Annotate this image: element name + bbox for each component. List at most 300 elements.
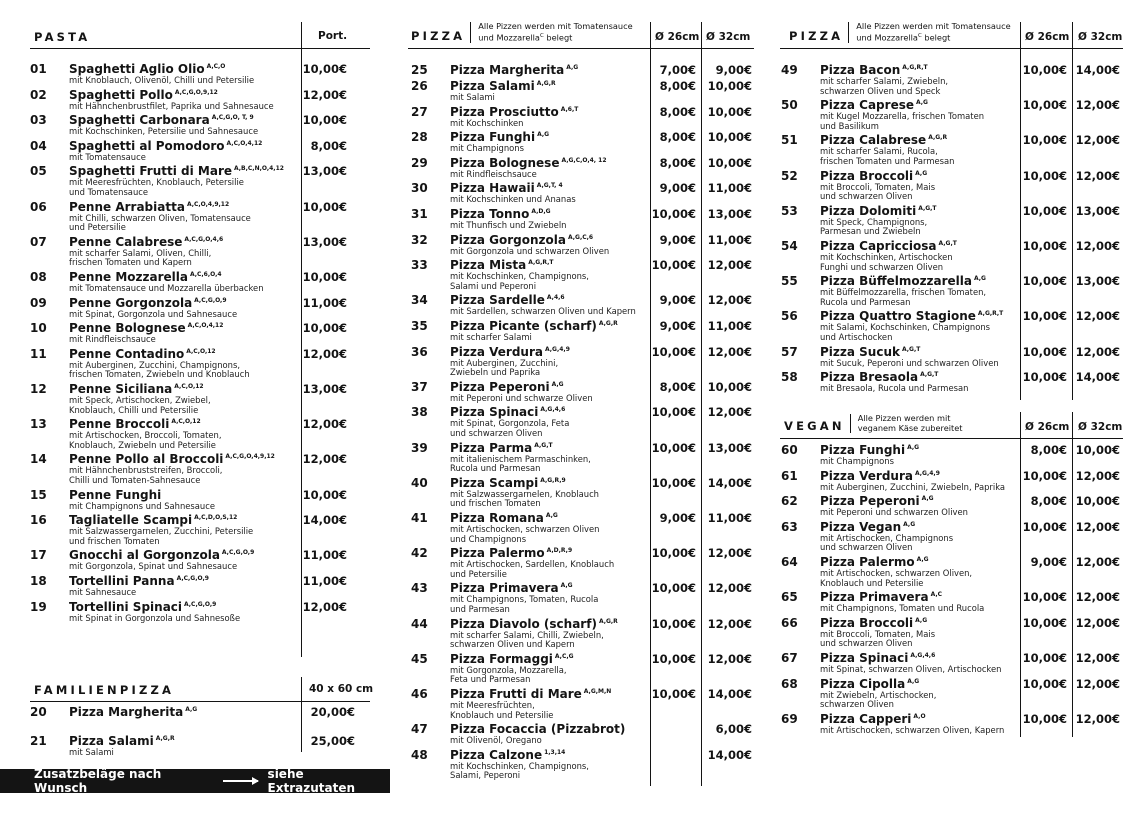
- pasta-header-rule: [30, 48, 370, 49]
- item-number: 57: [781, 344, 798, 359]
- item-name-text: Penne Arrabiatta: [69, 199, 185, 214]
- item-price-26: 9,00€: [659, 232, 696, 247]
- item-price-32: 12,00€: [1075, 168, 1120, 183]
- item-price-32: 12,00€: [707, 581, 752, 596]
- item-description: mit Spinat, Gorgonzola und Sahnesauce: [69, 308, 238, 319]
- pizza2-note-sup: C: [917, 32, 922, 39]
- pizza-column-2: [770, 0, 1145, 816]
- item-number: 43: [411, 581, 428, 596]
- item-name-text: Penne Mozzarella: [69, 270, 188, 284]
- extras-banner-left: Zusatzbeläge nach Wunsch: [34, 767, 162, 795]
- item-price-26: 9,00€: [659, 181, 696, 196]
- item-price-32: 10,00€: [707, 155, 752, 170]
- item-description: mit Olivenöl, Oregano: [450, 735, 542, 746]
- item-number: 46: [411, 687, 428, 701]
- pizza1-note-end: belegt: [543, 32, 573, 43]
- item-allergens: A,C,G,O,9: [194, 296, 227, 304]
- familienpizza-column-divider: [301, 677, 302, 752]
- item-name: [69, 600, 216, 614]
- item-description: mit scharfer Salami: [450, 332, 532, 342]
- item-allergens: A,C,O,12: [171, 418, 201, 426]
- item-price: 10,00€: [302, 113, 347, 128]
- pizza2-note: [848, 22, 1010, 43]
- vegan-size1-header: Ø 26cm: [1025, 421, 1070, 433]
- item-name: [69, 235, 223, 249]
- item-name-text: Penne Siciliana: [69, 382, 173, 396]
- item-name-text: Pizza Gorgonzola: [450, 232, 566, 247]
- item-price-32: 14,00€: [707, 687, 752, 701]
- pasta-price-header: Port.: [318, 30, 348, 42]
- item-allergens: A,C,O,12: [186, 347, 216, 355]
- item-price-26: 10,00€: [1022, 239, 1067, 253]
- item-description: mit Artischocken, Broccoli, Tomaten, Knoblauch, Zwiebeln und Petersilie: [69, 430, 222, 450]
- item-price: 12,00€: [302, 417, 347, 432]
- item-allergens: 1,3,14: [544, 748, 566, 756]
- item-description: mit Salzwassergarnelen, Zucchini, Petersilie und frischen Tomaten: [69, 526, 254, 546]
- item-price: 11,00€: [302, 295, 347, 310]
- familienpizza-header: [34, 683, 174, 697]
- item-price-32: 12,00€: [1075, 519, 1120, 534]
- item-allergens: A,C,G,O,9,12: [174, 88, 218, 96]
- item-name: [450, 63, 578, 77]
- item-price-32: 12,00€: [1075, 676, 1120, 691]
- item-allergens: A,G,T: [918, 204, 937, 212]
- familienpizza-title: FAMILIENPIZZA: [34, 683, 175, 697]
- item-description: mit Kochschinken: [450, 117, 524, 128]
- item-name-text: Pizza Verdura: [450, 344, 543, 359]
- item-name-text: Pizza Cipolla: [820, 676, 906, 691]
- item-number: 08: [30, 270, 47, 284]
- item-description: mit Kochschinken, Champignons, Salami, Peperoni: [450, 760, 589, 781]
- item-name-text: Spaghetti Pollo: [69, 87, 173, 102]
- item-name-text: Pizza Funghi: [820, 443, 906, 457]
- item-name: [69, 347, 216, 361]
- item-description: mit Auberginen, Zucchini, Zwiebeln, Paprika: [820, 481, 1006, 492]
- arrow-right-icon: [223, 780, 258, 782]
- item-allergens: A,D,R,9: [546, 547, 573, 555]
- item-price-32: 13,00€: [1075, 274, 1120, 289]
- item-number: 60: [781, 443, 798, 457]
- item-price: 11,00€: [302, 548, 347, 563]
- item-price-26: 10,00€: [1022, 344, 1067, 359]
- item-price-26: 10,00€: [1022, 519, 1067, 534]
- item-name-text: Pizza Parma: [450, 440, 533, 455]
- item-name: [450, 258, 554, 272]
- item-price: 8,00€: [310, 138, 347, 153]
- item-number: 45: [411, 651, 428, 666]
- item-allergens: A,G,T: [938, 240, 957, 247]
- item-price-26: 10,00€: [651, 546, 696, 561]
- item-price-32: 12,00€: [1075, 239, 1120, 253]
- item-name: [450, 181, 563, 195]
- item-allergens: A,G,T: [920, 371, 939, 379]
- item-name-text: Pizza Frutti di Mare: [450, 687, 582, 701]
- item-description: mit Salami: [69, 747, 114, 757]
- item-name: [450, 405, 565, 419]
- item-number: 40: [411, 475, 428, 490]
- item-description: mit Spinat, Gorgonzola, Feta und schwarzen Oliven: [450, 418, 570, 438]
- pizza1-note-text: Alle Pizzen werden mit Tomatensauce und Mozzarella: [478, 21, 633, 43]
- item-number: 50: [781, 98, 798, 113]
- item-allergens: A,G,R,9: [540, 476, 566, 484]
- item-number: 14: [30, 452, 47, 467]
- item-name: [820, 274, 986, 288]
- item-name-text: Tortellini Panna: [69, 574, 175, 588]
- item-name: [450, 722, 625, 736]
- item-price-26: 10,00€: [1022, 711, 1067, 726]
- extras-banner-right: siehe Extrazutaten: [267, 767, 356, 795]
- item-number: 21: [30, 734, 47, 748]
- item-name-text: Pizza Palermo: [820, 555, 915, 569]
- item-number: 62: [781, 494, 798, 509]
- item-allergens: A,G: [921, 495, 934, 503]
- item-price-26: 10,00€: [1022, 274, 1067, 289]
- item-name-text: Pizza Büffelmozzarella: [820, 274, 973, 289]
- item-description: mit scharfer Salami, Oliven, Chilli, frischen Tomaten und Kapern: [69, 247, 212, 268]
- item-number: 29: [411, 155, 428, 170]
- pizza2-header: [789, 22, 1011, 43]
- item-price-26: 8,00€: [1030, 443, 1067, 457]
- item-allergens: A,G: [551, 380, 564, 388]
- item-price: 25,00€: [310, 734, 355, 748]
- item-description: mit Broccoli, Tomaten, Mais und schwarzen Oliven: [820, 181, 936, 202]
- item-allergens: A,C,G,O,4,9,12: [225, 453, 275, 461]
- item-description: mit Spinat in Gorgonzola und Sahnesoße: [69, 612, 241, 623]
- item-name-text: Pizza Bacon: [820, 63, 901, 77]
- item-allergens: A,C,O,4,9,12: [186, 200, 230, 208]
- pizza1-size1-header: Ø 26cm: [655, 31, 700, 43]
- item-description: mit Kochschinken, Champignons, Salami und Peperoni: [450, 271, 589, 291]
- item-number: 04: [30, 138, 47, 153]
- item-number: 53: [781, 203, 798, 218]
- item-description: mit Champignons und Sahnesauce: [69, 500, 215, 511]
- item-number: 27: [411, 104, 428, 119]
- item-name-text: Pizza Focaccia (Pizzabrot): [450, 722, 626, 737]
- item-name: [450, 476, 566, 490]
- item-name-text: Pizza Prosciutto: [450, 104, 559, 119]
- item-description: mit Hähnchenbrustfilet, Paprika und Sahnesauce: [69, 100, 274, 111]
- vegan-note: Alle Pizzen werden mit veganem Käse zubereitet: [850, 414, 963, 433]
- item-allergens: A,B,C,N,O,4,12: [234, 165, 284, 173]
- item-price-26: 8,00€: [659, 155, 696, 170]
- vegan-title: VEGAN: [784, 419, 845, 433]
- item-name: [450, 293, 565, 307]
- item-number: 09: [30, 295, 47, 310]
- item-name: [450, 511, 558, 525]
- item-name-text: Penne Calabrese: [69, 234, 183, 249]
- item-allergens: A,C,O,12: [174, 383, 204, 390]
- item-name-text: Pizza Quattro Stagione: [820, 309, 976, 324]
- item-number: 07: [30, 234, 47, 249]
- item-number: 44: [411, 616, 428, 631]
- item-name-text: Pizza Bresaola: [820, 370, 919, 385]
- item-name: [820, 98, 928, 112]
- item-price-32: 10,00€: [707, 130, 752, 145]
- item-name-text: Spaghetti Carbonara: [69, 113, 210, 128]
- item-allergens: A,6,T: [560, 105, 579, 113]
- item-name: [450, 380, 564, 394]
- item-description: mit Büffelmozzarella, frischen Tomaten, Rucola und Parmesan: [820, 287, 987, 307]
- item-name: [69, 705, 197, 719]
- item-name: [69, 734, 175, 748]
- item-name-text: Pizza Formaggi: [450, 651, 553, 666]
- item-number: 19: [30, 599, 47, 614]
- pizza2-note-end: belegt: [921, 32, 951, 43]
- item-name-text: Spaghetti Frutti di Mare: [69, 164, 232, 179]
- item-name: [69, 113, 254, 127]
- item-name: [450, 156, 607, 170]
- extras-banner: [0, 769, 390, 793]
- item-name-text: Pizza Sucuk: [820, 344, 900, 359]
- item-name-text: Gnocchi al Gorgonzola: [69, 548, 220, 563]
- item-number: 15: [30, 487, 47, 502]
- item-name: [820, 651, 935, 665]
- item-price-32: 12,00€: [707, 405, 752, 420]
- item-name: [69, 513, 237, 527]
- item-description: mit Spinat, schwarzen Oliven, Artischocken: [820, 664, 1002, 674]
- item-allergens: A,G: [915, 616, 928, 624]
- item-name: [69, 200, 229, 214]
- item-description: mit scharfer Salami, Rucola, frischen Tomaten und Parmesan: [820, 146, 955, 166]
- item-description: mit Chilli, schwarzen Oliven, Tomatensauce und Petersilie: [69, 212, 251, 233]
- item-name: [69, 139, 262, 153]
- item-price-32: 12,00€: [707, 616, 752, 631]
- item-description: mit Kochschinken, Petersilie und Sahnesauce: [69, 126, 259, 137]
- item-description: mit Zwiebeln, Artischocken, schwarzen Oliven: [820, 689, 937, 710]
- item-price-32: 13,00€: [707, 440, 752, 455]
- item-price-26: 9,00€: [659, 511, 696, 525]
- pizza-column-1: [400, 0, 755, 816]
- item-name: [820, 469, 940, 483]
- item-name-text: Pizza Funghi: [450, 130, 536, 145]
- item-name: [820, 345, 920, 359]
- item-price-26: 10,00€: [651, 405, 696, 420]
- item-number: 68: [781, 676, 798, 691]
- item-number: 30: [411, 181, 428, 196]
- item-name: [450, 233, 593, 247]
- item-number: 47: [411, 722, 428, 737]
- pasta-title: PASTA: [34, 30, 91, 44]
- item-description: mit Artischocken, schwarzen Oliven, Kapern: [820, 724, 1005, 735]
- item-name-text: Pizza Tonno: [450, 207, 530, 221]
- item-price-26: 8,00€: [659, 379, 696, 394]
- item-name-text: Penne Pollo al Broccoli: [69, 452, 224, 467]
- item-allergens: A,G,M,N: [583, 688, 612, 695]
- item-name: [820, 677, 919, 691]
- item-description: mit scharfer Salami, Zwiebeln, schwarzen Oliven und Speck: [820, 76, 949, 96]
- item-price: 10,00€: [302, 199, 347, 214]
- item-number: 11: [30, 346, 47, 361]
- item-name-text: Pizza Primavera: [450, 581, 559, 596]
- item-price-26: 8,00€: [659, 104, 696, 119]
- item-number: 06: [30, 199, 47, 214]
- item-name: [820, 309, 1003, 323]
- item-allergens: A,O: [913, 712, 926, 720]
- item-name-text: Pizza Capperi: [820, 711, 912, 726]
- item-description: mit Sardellen, schwarzen Oliven und Kapern: [450, 306, 636, 317]
- item-price-26: 10,00€: [1022, 98, 1067, 113]
- pizza2-note-text: Alle Pizzen werden mit Tomatensauce und Mozzarella: [856, 21, 1011, 43]
- item-allergens: A,G,4,9: [545, 345, 570, 353]
- item-name: [450, 345, 570, 359]
- item-allergens: A,G,R: [598, 320, 618, 327]
- item-price-32: 12,00€: [1075, 98, 1120, 113]
- item-price-26: 10,00€: [1022, 615, 1067, 630]
- item-price-26: 10,00€: [1022, 676, 1067, 691]
- item-number: 52: [781, 168, 798, 183]
- item-allergens: A,G,R: [928, 134, 948, 142]
- item-description: mit Gorgonzola, Mozzarella, Feta und Parmesan: [450, 664, 567, 685]
- item-price-32: 12,00€: [707, 651, 752, 666]
- item-allergens: A,C,O,4,12: [187, 322, 224, 330]
- item-price-32: 11,00€: [707, 319, 752, 333]
- item-name-text: Penne Bolognese: [69, 321, 186, 336]
- item-price-26: 7,00€: [659, 63, 696, 77]
- item-name-text: Pizza Margherita: [69, 705, 184, 719]
- item-description: mit Peperoni und schwarzen Oliven: [820, 507, 968, 518]
- item-allergens: A,G,4,9: [915, 469, 940, 477]
- item-number: 41: [411, 511, 428, 525]
- item-number: 36: [411, 344, 428, 359]
- item-price-32: 12,00€: [1075, 590, 1120, 605]
- item-name: [450, 130, 549, 144]
- item-name-text: Spaghetti al Pomodoro: [69, 138, 225, 153]
- item-description: mit Artischocken, schwarzen Oliven und Champignons: [450, 524, 600, 544]
- item-name: [820, 443, 919, 457]
- item-name: [820, 520, 915, 534]
- item-allergens: A,G: [537, 131, 550, 139]
- item-name-text: Penne Contadino: [69, 346, 185, 361]
- item-name: [820, 63, 928, 77]
- item-number: 58: [781, 370, 798, 385]
- item-price-26: 10,00€: [1022, 63, 1067, 77]
- pizza1-title: PIZZA: [411, 28, 466, 43]
- item-price: 12,00€: [302, 452, 347, 467]
- item-name-text: Penne Funghi: [69, 487, 162, 502]
- item-allergens: A,C,6,O,4: [189, 271, 222, 278]
- item-number: 55: [781, 274, 798, 289]
- item-price-32: 11,00€: [707, 511, 752, 525]
- item-name: [820, 590, 942, 604]
- item-description: mit Salami: [450, 92, 495, 102]
- item-allergens: A,G: [560, 582, 573, 590]
- item-allergens: A,G,R,T: [528, 259, 554, 267]
- item-name-text: Pizza Vegan: [820, 519, 902, 534]
- item-description: mit Kochschinken, Artischocken Funghi und schwarzen Oliven: [820, 252, 953, 272]
- item-number: 65: [781, 590, 798, 605]
- item-description: mit scharfer Salami, Chilli, Zwiebeln, schwarzen Oliven und Kapern: [450, 629, 604, 650]
- item-name-text: Pizza Primavera: [820, 590, 929, 605]
- item-price-32: 14,00€: [1075, 370, 1120, 385]
- item-name-text: Pizza Margherita: [450, 63, 565, 77]
- item-allergens: A,C: [930, 591, 942, 599]
- item-price-26: 10,00€: [1022, 651, 1067, 665]
- item-price-32: 10,00€: [707, 379, 752, 394]
- vegan-header: [784, 414, 962, 433]
- item-allergens: A,G,4,6: [540, 406, 566, 414]
- item-name-text: Pizza Broccoli: [820, 168, 914, 183]
- item-number: 39: [411, 440, 428, 455]
- item-price-26: 10,00€: [1022, 468, 1067, 483]
- item-allergens: A,C,G,O,4,6: [184, 235, 224, 243]
- item-name-text: Pizza Sardelle: [450, 293, 545, 308]
- item-allergens: A,G: [915, 99, 928, 107]
- item-number: 69: [781, 711, 798, 726]
- item-number: 34: [411, 293, 428, 308]
- item-description: mit Rindfleischsauce: [450, 168, 537, 179]
- item-allergens: A,G,T, 4: [536, 182, 563, 190]
- item-description: mit Champignons, Tomaten und Rucola: [820, 603, 985, 614]
- item-name-text: Pizza Broccoli: [820, 615, 914, 630]
- item-allergens: A,G,R,T: [977, 310, 1004, 318]
- item-price-26: 10,00€: [651, 616, 696, 631]
- item-price: 13,00€: [302, 164, 347, 179]
- pasta-header: [34, 30, 90, 44]
- item-price-32: 12,00€: [707, 344, 752, 359]
- item-price: 10,00€: [302, 62, 347, 76]
- item-description: mit Auberginen, Zucchini, Champignons, frischen Tomaten, Zwiebeln und Knoblauch: [69, 359, 250, 380]
- item-price-32: 14,00€: [707, 475, 752, 490]
- pizza2-size1-header: Ø 26cm: [1025, 31, 1070, 43]
- item-name-text: Pizza Capricciosa: [820, 239, 937, 253]
- item-name: [69, 296, 227, 310]
- item-description: mit Gorgonzola, Spinat und Sahnesauce: [69, 561, 238, 572]
- item-allergens: A,C,G,O, T, 9: [211, 114, 254, 122]
- item-name-text: Pizza Bolognese: [450, 155, 560, 170]
- item-price: 14,00€: [302, 513, 347, 528]
- item-number: 17: [30, 548, 47, 563]
- item-price: 13,00€: [302, 382, 347, 396]
- pizza1-size2-header: Ø 32cm: [706, 31, 751, 43]
- item-allergens: A,G: [974, 275, 986, 283]
- item-name-text: Pizza Dolomiti: [820, 203, 917, 218]
- item-price-26: 10,00€: [651, 651, 696, 666]
- item-price-32: 12,00€: [1075, 651, 1120, 665]
- item-name-text: Pizza Salami: [69, 734, 154, 748]
- item-name: [820, 616, 927, 630]
- item-price-32: 10,00€: [707, 104, 752, 119]
- item-number: 28: [411, 130, 428, 145]
- item-name: [450, 319, 618, 333]
- item-allergens: A,C,G,O,9: [176, 575, 209, 582]
- item-description: mit Rindfleischsauce: [69, 334, 156, 345]
- item-name-text: Pizza Salami: [450, 79, 535, 93]
- item-number: 51: [781, 133, 798, 148]
- item-price: 10,00€: [302, 270, 347, 284]
- item-number: 12: [30, 382, 47, 396]
- item-name-text: Pizza Palermo: [450, 546, 545, 561]
- item-price: 12,00€: [302, 87, 347, 102]
- pizza1-note-sup: C: [539, 32, 544, 39]
- item-description: mit Auberginen, Zucchini, Zwiebeln und Paprika: [450, 357, 559, 378]
- item-allergens: A,G,T: [901, 345, 921, 353]
- item-price: 12,00€: [302, 599, 347, 614]
- item-allergens: A,G: [916, 556, 929, 563]
- item-number: 31: [411, 207, 428, 221]
- item-description: mit Champignons: [450, 143, 524, 154]
- item-allergens: A,G: [907, 444, 920, 451]
- pizza1-header: [411, 22, 633, 43]
- item-description: mit Speck, Artischocken, Zwiebel, Knoblauch, Chilli und Petersilie: [69, 395, 211, 415]
- item-number: 02: [30, 87, 47, 102]
- item-description: mit Sucuk, Peperoni und schwarzen Oliven: [820, 357, 999, 368]
- item-name: [450, 79, 556, 93]
- item-number: 03: [30, 113, 47, 128]
- item-price-26: 10,00€: [651, 687, 696, 701]
- item-allergens: A,C,G,O,9: [184, 600, 217, 608]
- pasta-column: [0, 0, 390, 816]
- item-price-26: 10,00€: [651, 207, 696, 221]
